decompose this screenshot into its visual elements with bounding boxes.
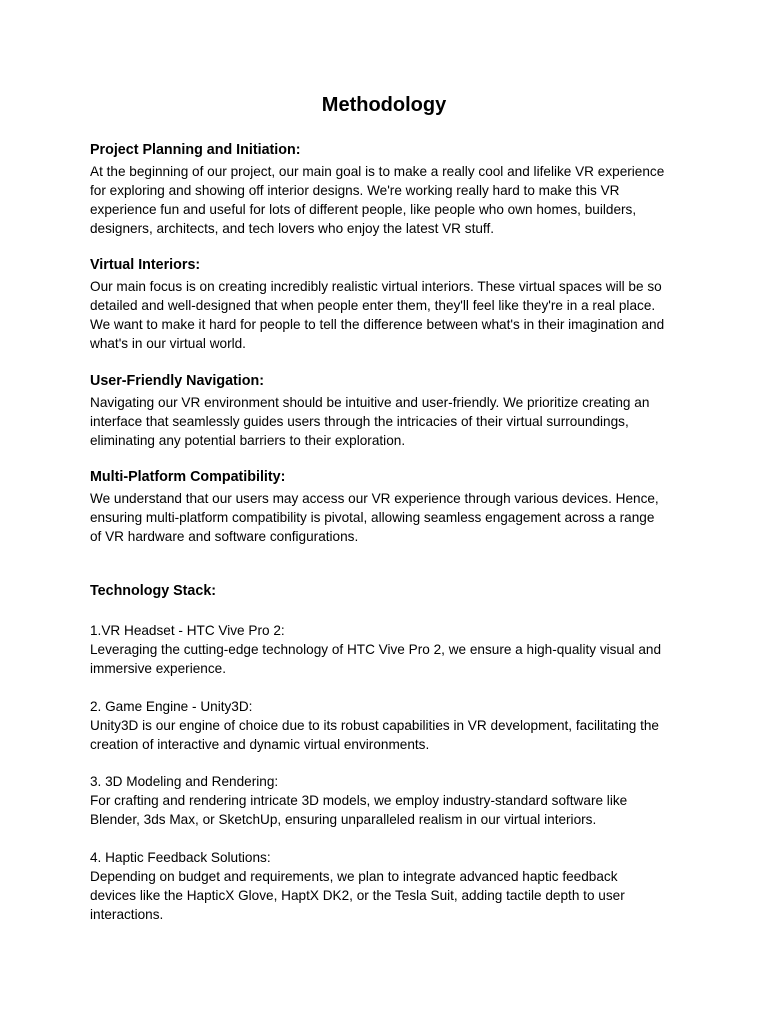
section-heading: User-Friendly Navigation: xyxy=(90,373,264,389)
tech-item-game-engine xyxy=(90,697,690,754)
tech-item-title: 4. Haptic Feedback Solutions: xyxy=(90,850,271,865)
tech-item-vr-headset xyxy=(90,621,690,678)
tech-item-title: 3. 3D Modeling and Rendering: xyxy=(90,774,279,789)
tech-item-title: 2. Game Engine - Unity3D: xyxy=(90,699,253,714)
section-paragraph: At the beginning of our project, our main goal is to make a really cool and lifelike VR experience for exploring and showing off interior designs. We're working really hard to make this VR experience fun and useful for lots of different people, like people who own homes, builders, designers, architects, and tech lovers who enjoy the latest VR stuff. xyxy=(90,164,665,236)
section-user-friendly-navigation xyxy=(90,372,690,450)
tech-item-description: Depending on budget and requirements, we plan to integrate advanced haptic feedback devices like the HapticX Glove, HaptX DK2, or the Tesla Suit, adding tactile depth to user interactions. xyxy=(90,869,625,922)
section-heading: Project Planning and Initiation: xyxy=(90,142,301,158)
section-technology-stack-heading xyxy=(90,582,690,603)
tech-item-description: For crafting and rendering intricate 3D models, we employ industry-standard software like Blender, 3ds Max, or SketchUp, ensuring unparalleled realism in our virtual interiors. xyxy=(90,793,628,827)
tech-item-description: Leveraging the cutting-edge technology of HTC Vive Pro 2, we ensure a high-quality visual and immersive experience. xyxy=(90,642,662,676)
document-page xyxy=(90,0,690,1024)
section-paragraph: Our main focus is on creating incredibly realistic virtual interiors. These virtual spaces will be so detailed and well-designed that when people enter them, they'll feel like they're in a real place. We want to make it hard for people to tell the difference between what's in their imagination and what's in our virtual world. xyxy=(90,279,665,351)
section-paragraph: Navigating our VR environment should be intuitive and user-friendly. We prioritize creating an interface that seamlessly guides users through the intricacies of their virtual surroundings, eliminating any potential barriers to their exploration. xyxy=(90,395,650,448)
section-heading: Multi-Platform Compatibility: xyxy=(90,469,286,485)
page-title: Methodology xyxy=(321,94,447,116)
section-heading: Technology Stack: xyxy=(90,583,217,599)
section-paragraph: We understand that our users may access our VR experience through various devices. Hence, ensuring multi-platform compatibility is pivotal, allowing seamless engagement across a range of VR hardware and software configurations. xyxy=(90,491,659,544)
section-multi-platform-compatibility xyxy=(90,468,690,546)
tech-item-title: 1.VR Headset - HTC Vive Pro 2: xyxy=(90,623,285,638)
section-heading: Virtual Interiors: xyxy=(90,257,201,273)
tech-item-description: Unity3D is our engine of choice due to its robust capabilities in VR development, facilitating the creation of interactive and dynamic virtual environments. xyxy=(90,718,659,752)
tech-item-haptic-feedback xyxy=(90,848,690,924)
tech-item-3d-modeling xyxy=(90,772,690,829)
section-project-planning xyxy=(90,141,690,238)
section-virtual-interiors xyxy=(90,256,690,353)
